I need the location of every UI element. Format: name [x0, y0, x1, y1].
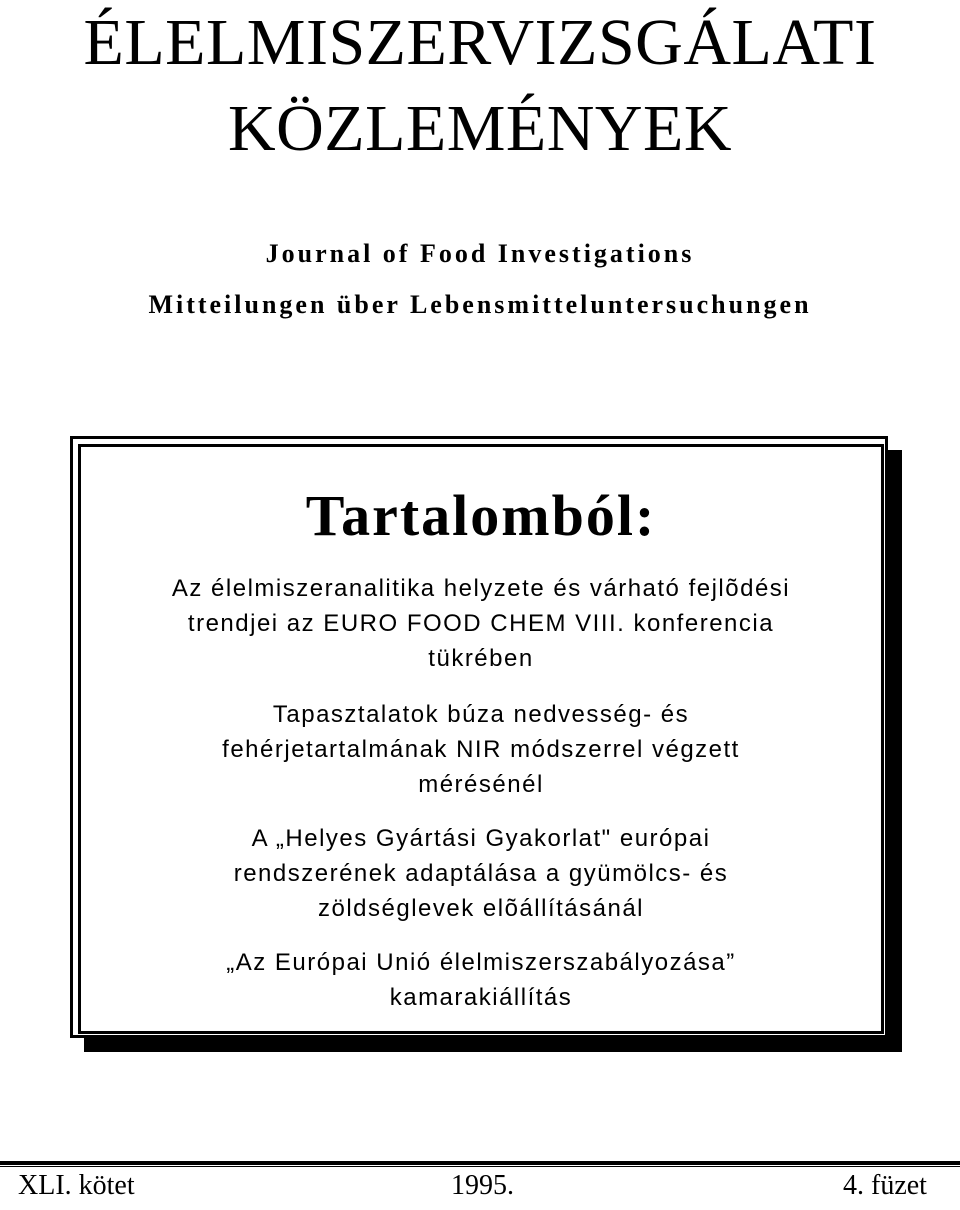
- footer-rule-thin: [0, 1166, 960, 1167]
- article-item: [81, 571, 881, 676]
- article-line: tükrében: [428, 645, 534, 672]
- footer-rule: [0, 1161, 960, 1165]
- article-line: rendszerének adaptálása a gyümölcs- és: [233, 860, 729, 887]
- contents-box: [78, 444, 884, 1034]
- article-item: [81, 697, 881, 802]
- contents-heading: Tartalomból:: [305, 483, 657, 548]
- article-line: kamarakiállítás: [389, 984, 573, 1011]
- volume-label: XLI. kötet: [18, 1170, 135, 1201]
- year-label: 1995.: [451, 1170, 514, 1201]
- journal-subtitle-german: Mitteilungen über Lebensmitteluntersuchungen: [148, 290, 812, 319]
- article-line: „Az Európai Unió élelmiszerszabályozása”: [226, 949, 736, 976]
- article-line: mérésénél: [418, 771, 544, 798]
- article-line: Tapasztalatok búza nedvesség- és: [272, 701, 690, 728]
- article-line: A „Helyes Gyártási Gyakorlat" európai: [251, 825, 711, 852]
- journal-title-line-2: KÖZLEMÉNYEK: [227, 92, 733, 165]
- article-line: Az élelmiszeranalitika helyzete és várható fejlõdési: [171, 575, 791, 602]
- article-line: fehérjetartalmának NIR módszerrel végzett: [222, 736, 740, 763]
- article-line: trendjei az EURO FOOD CHEM VIII. konferencia: [187, 610, 775, 637]
- article-list: [81, 571, 881, 1015]
- journal-subtitle-english: Journal of Food Investigations: [265, 239, 695, 268]
- article-item: [81, 945, 881, 1015]
- article-line: zöldséglevek elõállításánál: [317, 895, 644, 922]
- journal-title-line-1: ÉLELMISZERVIZSGÁLATI: [83, 6, 877, 79]
- article-item: [81, 821, 881, 926]
- issue-label: 4. füzet: [843, 1170, 927, 1201]
